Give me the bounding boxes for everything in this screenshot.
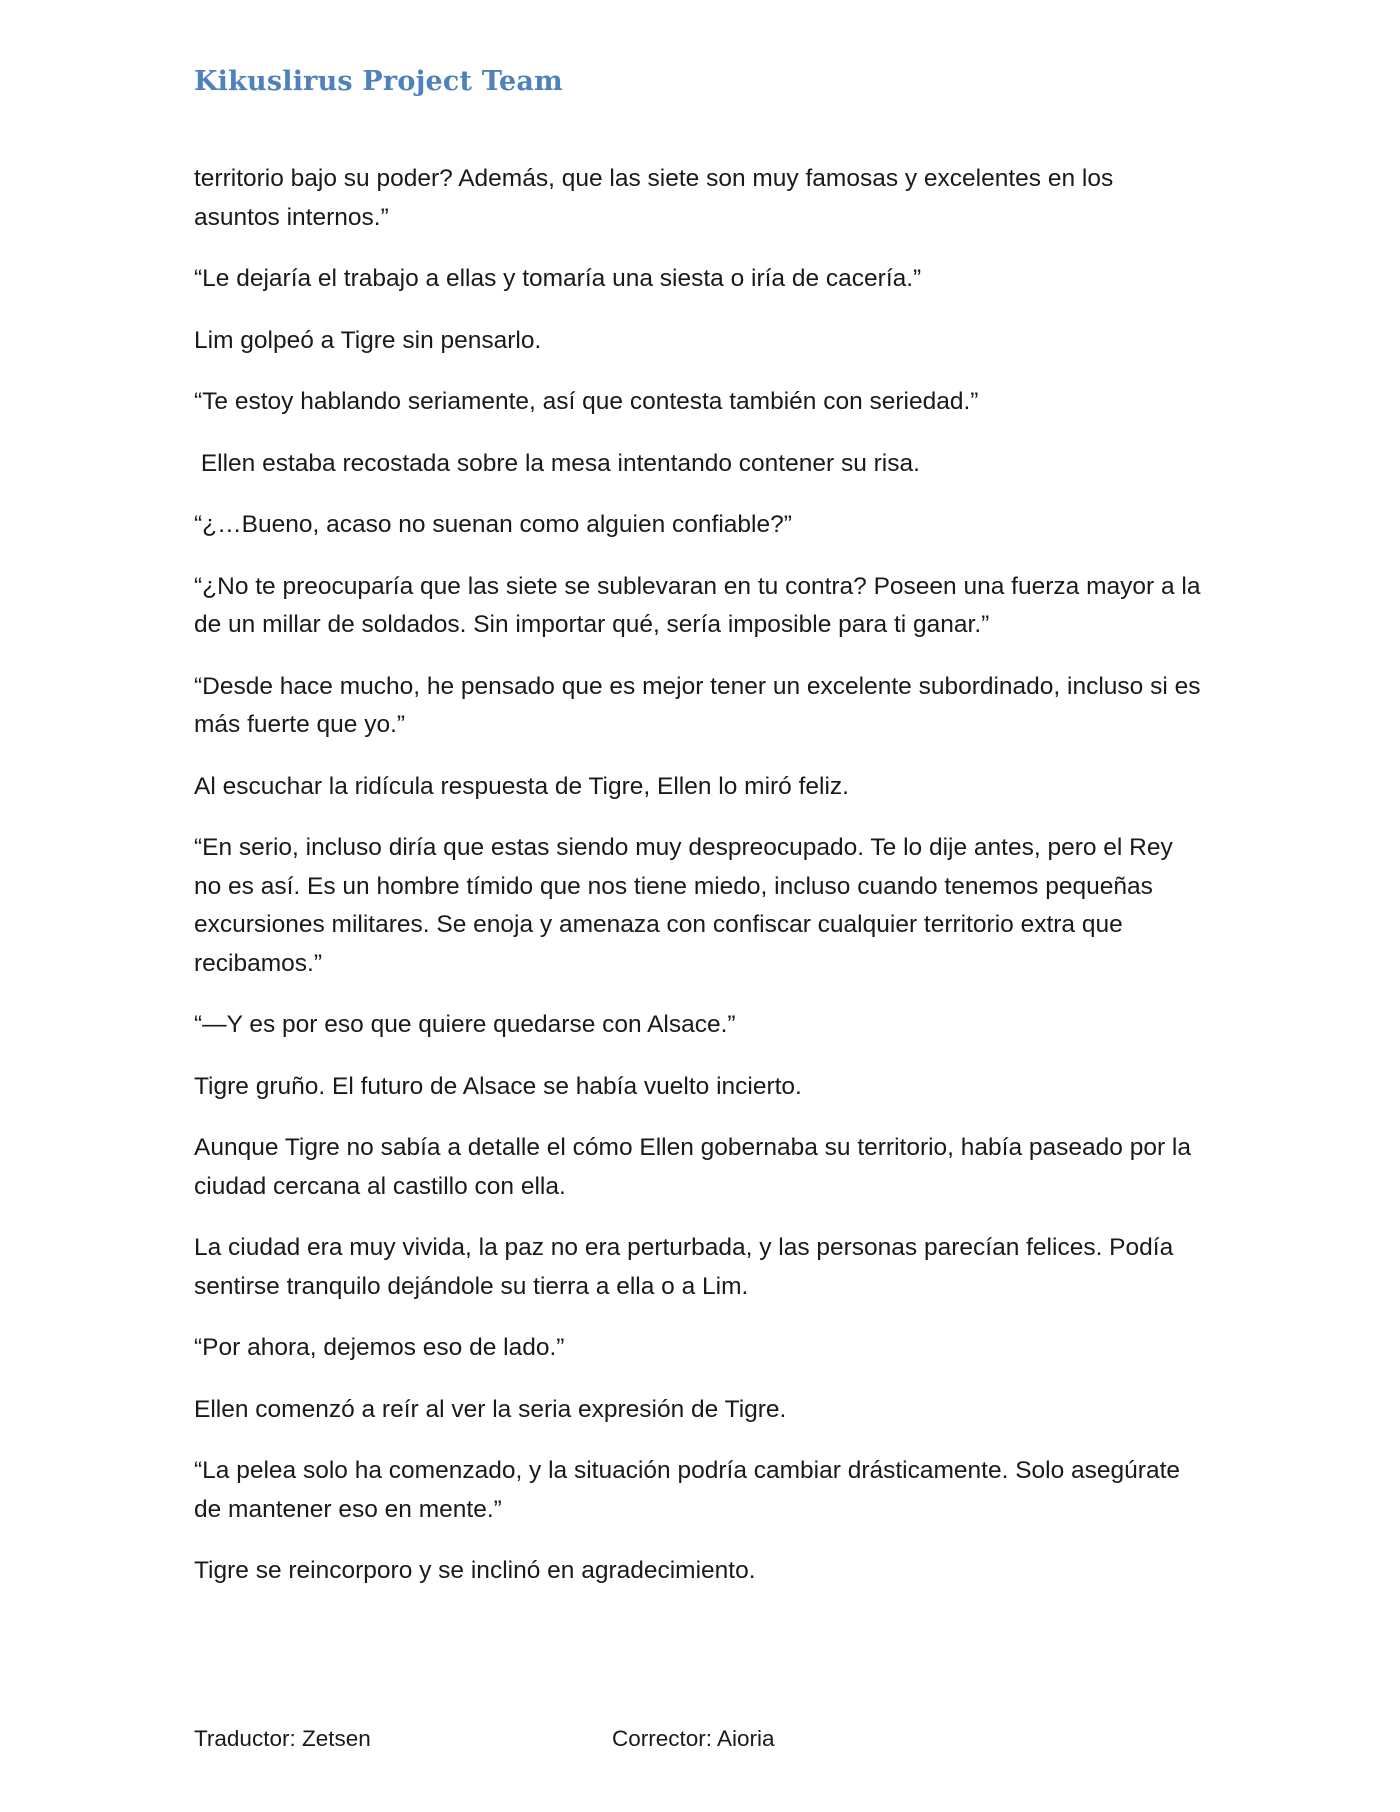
- footer-translator: Traductor: Zetsen: [194, 1726, 371, 1751]
- paragraph: Ellen comenzó a reír al ver la seria expresión de Tigre.: [194, 1395, 787, 1423]
- paragraph: “Por ahora, dejemos eso de lado.”: [194, 1334, 565, 1361]
- paragraph: “En serio, incluso diría que estas siendo muy despreocupado. Te lo dije antes, pero el Rey no es así. Es un hombre tímido que nos tiene miedo, incluso cuando tenemos pequeñas excursiones militares. Se enoja y amenaza con confiscar cualquier territorio extra que recibamos.”: [194, 834, 1180, 977]
- paragraph: Lim golpeó a Tigre sin pensarlo.: [194, 326, 542, 354]
- paragraph: Ellen estaba recostada sobre la mesa intentando contener su risa.: [194, 449, 920, 477]
- paragraph: Tigre gruño. El futuro de Alsace se había vuelto incierto.: [194, 1072, 802, 1100]
- paragraph: Al escuchar la ridícula respuesta de Tigre, Ellen lo miró feliz.: [194, 772, 849, 800]
- paragraph: “¿…Bueno, acaso no suenan como alguien confiable?”: [194, 511, 792, 538]
- paragraph: “La pelea solo ha comenzado, y la situación podría cambiar drásticamente. Solo asegúrate de mantener eso en mente.”: [194, 1457, 1187, 1523]
- footer-corrector: Corrector: Aioria: [612, 1726, 775, 1751]
- paragraph: “—Y es por eso que quiere quedarse con Alsace.”: [194, 1011, 736, 1038]
- paragraph: “Le dejaría el trabajo a ellas y tomaría una siesta o iría de cacería.”: [194, 265, 922, 292]
- document-body: [194, 160, 1208, 1614]
- paragraph: “Te estoy hablando seriamente, así que contesta también con seriedad.”: [194, 388, 979, 415]
- paragraph: Aunque Tigre no sabía a detalle el cómo Ellen gobernaba su territorio, había paseado por la ciudad cercana al castillo con ella.: [194, 1134, 1198, 1200]
- paragraph: Tigre se reincorporo y se inclinó en agradecimiento.: [194, 1557, 756, 1584]
- paragraph: “¿No te preocuparía que las siete se sublevaran en tu contra? Poseen una fuerza mayor a la de un millar de soldados. Sin importar qué, sería imposible para ti ganar.”: [194, 572, 1208, 638]
- paragraph: territorio bajo su poder? Además, que las siete son muy famosas y excelentes en los asuntos internos.”: [194, 165, 1121, 231]
- page-footer: [194, 1726, 1204, 1756]
- page-header-title: Kikuslirus Project Team: [194, 66, 563, 97]
- paragraph: “Desde hace mucho, he pensado que es mejor tener un excelente subordinado, incluso si es más fuerte que yo.”: [194, 672, 1208, 738]
- paragraph: La ciudad era muy vivida, la paz no era perturbada, y las personas parecían felices. Podía sentirse tranquilo dejándole su tierra a ella o a Lim.: [194, 1234, 1181, 1300]
